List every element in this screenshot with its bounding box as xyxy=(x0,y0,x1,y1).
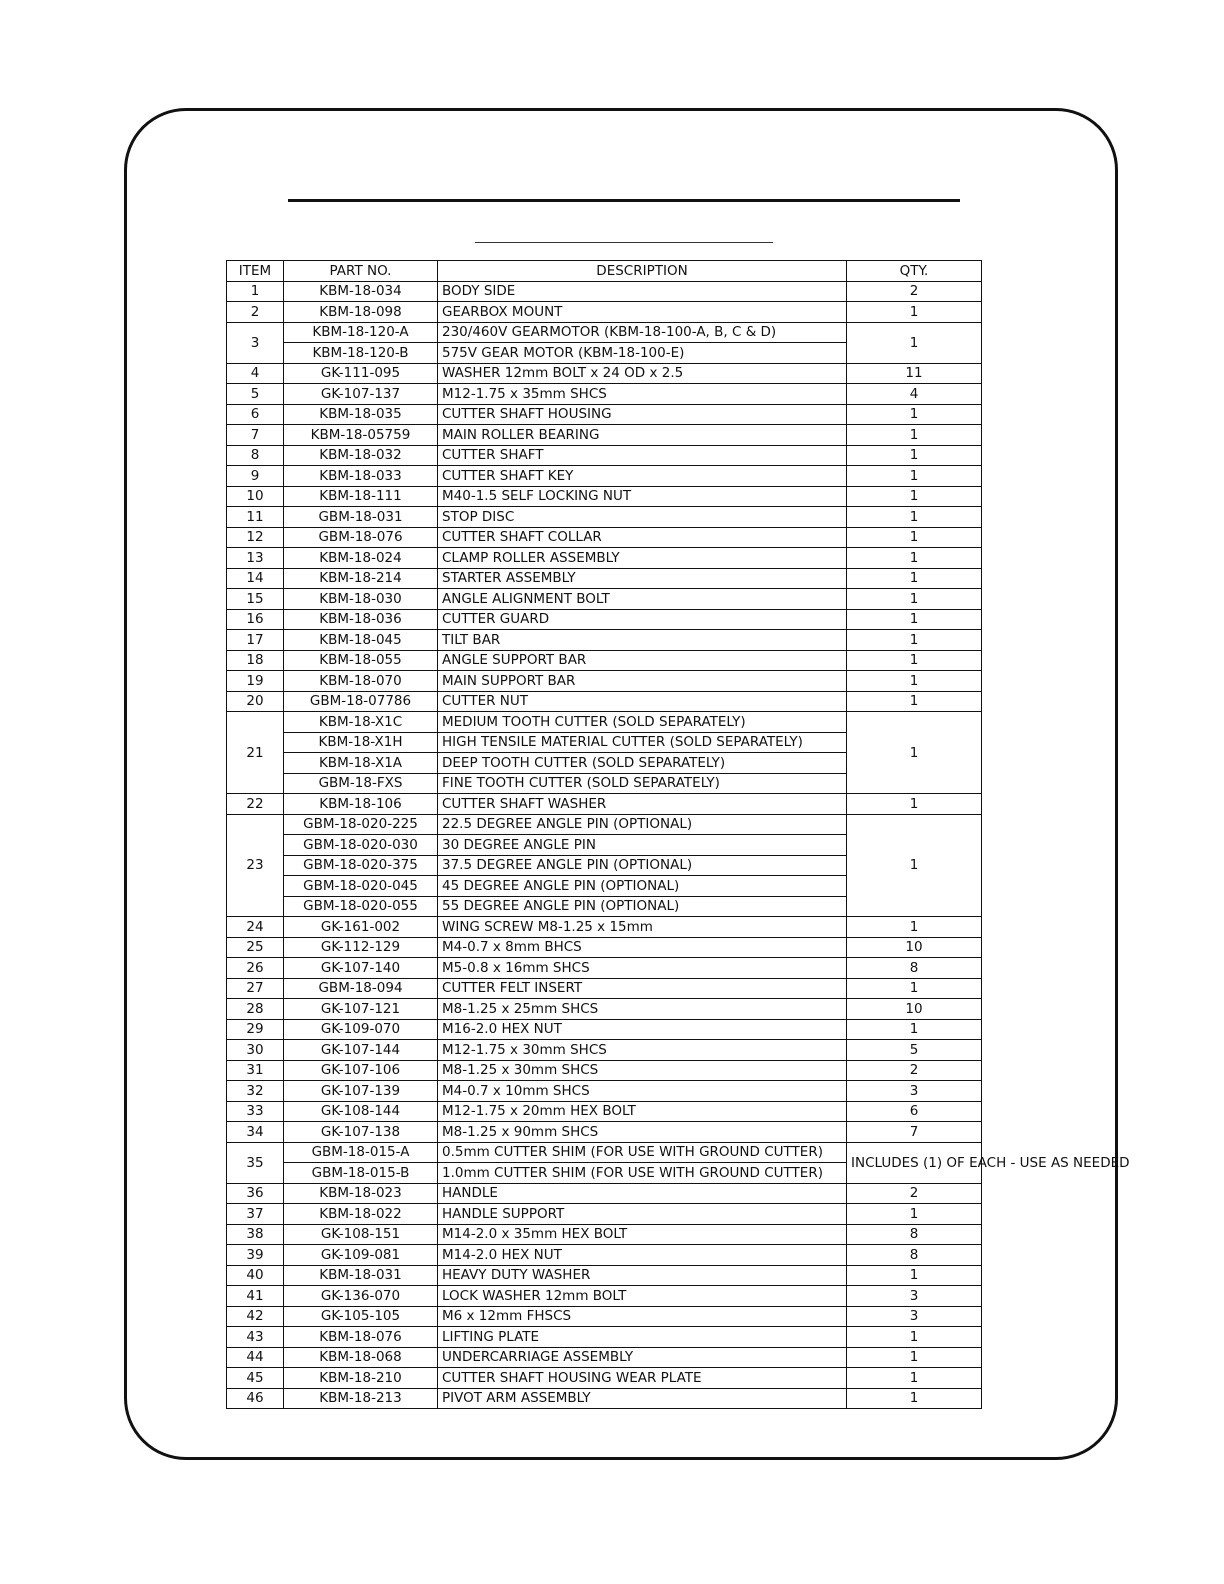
part-description: FINE TOOTH CUTTER (SOLD SEPARATELY) xyxy=(438,773,847,794)
item-number: 25 xyxy=(227,937,284,958)
table-row xyxy=(227,466,982,487)
part-description: CUTTER SHAFT WASHER xyxy=(438,794,847,815)
part-description: BODY SIDE xyxy=(438,281,847,302)
part-number: GK-107-144 xyxy=(284,1040,438,1061)
part-number: GK-109-070 xyxy=(284,1019,438,1040)
part-number: GK-111-095 xyxy=(284,363,438,384)
table-row xyxy=(227,1265,982,1286)
part-number: GK-112-129 xyxy=(284,937,438,958)
part-description: UNDERCARRIAGE ASSEMBLY xyxy=(438,1347,847,1368)
part-number: KBM-18-031 xyxy=(284,1265,438,1286)
quantity: 10 xyxy=(847,999,982,1020)
part-number: KBM-18-120-A xyxy=(284,322,438,343)
item-number: 16 xyxy=(227,609,284,630)
part-number: GK-107-138 xyxy=(284,1122,438,1143)
header-qty: QTY. xyxy=(847,261,982,282)
table-row xyxy=(227,1081,982,1102)
table-row xyxy=(227,1204,982,1225)
quantity: 1 xyxy=(847,507,982,528)
part-number: KBM-18-X1H xyxy=(284,732,438,753)
item-number: 35 xyxy=(227,1142,284,1183)
part-description: HEAVY DUTY WASHER xyxy=(438,1265,847,1286)
table-row xyxy=(227,548,982,569)
quantity: 1 xyxy=(847,671,982,692)
quantity: 1 xyxy=(847,527,982,548)
part-description: MAIN ROLLER BEARING xyxy=(438,425,847,446)
table-row xyxy=(227,1142,982,1163)
part-description: M8-1.25 x 30mm SHCS xyxy=(438,1060,847,1081)
item-number: 46 xyxy=(227,1388,284,1409)
part-number: GBM-18-020-375 xyxy=(284,855,438,876)
part-description: PIVOT ARM ASSEMBLY xyxy=(438,1388,847,1409)
quantity: 1 xyxy=(847,548,982,569)
item-number: 4 xyxy=(227,363,284,384)
item-number: 34 xyxy=(227,1122,284,1143)
table-row xyxy=(227,1019,982,1040)
part-number: KBM-18-X1A xyxy=(284,753,438,774)
part-description: CUTTER SHAFT COLLAR xyxy=(438,527,847,548)
quantity: 1 xyxy=(847,814,982,917)
quantity: 2 xyxy=(847,281,982,302)
part-description: TILT BAR xyxy=(438,630,847,651)
quantity: 1 xyxy=(847,445,982,466)
part-number: GBM-18-020-045 xyxy=(284,876,438,897)
quantity: 1 xyxy=(847,425,982,446)
quantity: 1 xyxy=(847,486,982,507)
table-row xyxy=(227,281,982,302)
part-number: GBM-18-FXS xyxy=(284,773,438,794)
item-number: 1 xyxy=(227,281,284,302)
item-number: 15 xyxy=(227,589,284,610)
item-number: 23 xyxy=(227,814,284,917)
part-number: GBM-18-020-225 xyxy=(284,814,438,835)
item-number: 39 xyxy=(227,1245,284,1266)
part-number: KBM-18-034 xyxy=(284,281,438,302)
table-row xyxy=(227,445,982,466)
part-description: 37.5 DEGREE ANGLE PIN (OPTIONAL) xyxy=(438,855,847,876)
quantity: 3 xyxy=(847,1286,982,1307)
quantity: 1 xyxy=(847,1347,982,1368)
table-row xyxy=(227,1101,982,1122)
table-row xyxy=(227,1183,982,1204)
part-number: GK-107-106 xyxy=(284,1060,438,1081)
item-number: 2 xyxy=(227,302,284,323)
part-number: KBM-18-024 xyxy=(284,548,438,569)
quantity: 3 xyxy=(847,1081,982,1102)
part-description: 45 DEGREE ANGLE PIN (OPTIONAL) xyxy=(438,876,847,897)
table-row xyxy=(227,1388,982,1409)
part-number: KBM-18-106 xyxy=(284,794,438,815)
table-row xyxy=(227,425,982,446)
table-row xyxy=(227,671,982,692)
quantity: 8 xyxy=(847,958,982,979)
item-number: 6 xyxy=(227,404,284,425)
part-number: KBM-18-098 xyxy=(284,302,438,323)
part-number: GK-136-070 xyxy=(284,1286,438,1307)
quantity: 1 xyxy=(847,404,982,425)
quantity: 1 xyxy=(847,568,982,589)
part-number: GBM-18-076 xyxy=(284,527,438,548)
item-number: 32 xyxy=(227,1081,284,1102)
item-number: 22 xyxy=(227,794,284,815)
part-number: KBM-18-032 xyxy=(284,445,438,466)
table-header-row xyxy=(227,261,982,282)
part-description: WING SCREW M8-1.25 x 15mm xyxy=(438,917,847,938)
part-description: LIFTING PLATE xyxy=(438,1327,847,1348)
part-number: KBM-18-033 xyxy=(284,466,438,487)
part-description: CUTTER GUARD xyxy=(438,609,847,630)
quantity: 11 xyxy=(847,363,982,384)
part-description: LOCK WASHER 12mm BOLT xyxy=(438,1286,847,1307)
quantity: 1 xyxy=(847,466,982,487)
part-number: KBM-18-045 xyxy=(284,630,438,651)
item-number: 13 xyxy=(227,548,284,569)
item-number: 30 xyxy=(227,1040,284,1061)
part-number: GBM-18-094 xyxy=(284,978,438,999)
part-number: KBM-18-068 xyxy=(284,1347,438,1368)
part-number: GBM-18-020-030 xyxy=(284,835,438,856)
header-part-no: PART NO. xyxy=(284,261,438,282)
part-number: GK-109-081 xyxy=(284,1245,438,1266)
item-number: 27 xyxy=(227,978,284,999)
item-number: 33 xyxy=(227,1101,284,1122)
quantity: 3 xyxy=(847,1306,982,1327)
part-description: M5-0.8 x 16mm SHCS xyxy=(438,958,847,979)
part-description: CUTTER SHAFT HOUSING WEAR PLATE xyxy=(438,1368,847,1389)
part-number: GK-105-105 xyxy=(284,1306,438,1327)
table-row xyxy=(227,1368,982,1389)
quantity: 1 xyxy=(847,302,982,323)
quantity: 8 xyxy=(847,1245,982,1266)
quantity: 1 xyxy=(847,794,982,815)
part-description: 0.5mm CUTTER SHIM (FOR USE WITH GROUND CUTTER) xyxy=(438,1142,847,1163)
item-number: 3 xyxy=(227,322,284,363)
part-number: GK-107-137 xyxy=(284,384,438,405)
quantity: 1 xyxy=(847,589,982,610)
part-number: GK-108-151 xyxy=(284,1224,438,1245)
part-description: 30 DEGREE ANGLE PIN xyxy=(438,835,847,856)
part-description: CUTTER NUT xyxy=(438,691,847,712)
subtitle-rule xyxy=(475,242,773,243)
part-number: KBM-18-120-B xyxy=(284,343,438,364)
part-description: STARTER ASSEMBLY xyxy=(438,568,847,589)
table-row xyxy=(227,589,982,610)
table-row xyxy=(227,527,982,548)
table-row xyxy=(227,814,982,835)
table-row xyxy=(227,1122,982,1143)
table-row xyxy=(227,404,982,425)
part-description: M12-1.75 x 35mm SHCS xyxy=(438,384,847,405)
part-description: MAIN SUPPORT BAR xyxy=(438,671,847,692)
table-row xyxy=(227,1060,982,1081)
quantity: 1 xyxy=(847,1327,982,1348)
item-number: 29 xyxy=(227,1019,284,1040)
item-number: 21 xyxy=(227,712,284,794)
table-row xyxy=(227,609,982,630)
quantity: 8 xyxy=(847,1224,982,1245)
item-number: 18 xyxy=(227,650,284,671)
quantity: 1 xyxy=(847,650,982,671)
table-row xyxy=(227,384,982,405)
part-number: KBM-18-035 xyxy=(284,404,438,425)
item-number: 19 xyxy=(227,671,284,692)
parts-list-table xyxy=(226,260,1130,1409)
part-description: HIGH TENSILE MATERIAL CUTTER (SOLD SEPARATELY) xyxy=(438,732,847,753)
part-description: M8-1.25 x 90mm SHCS xyxy=(438,1122,847,1143)
quantity: 5 xyxy=(847,1040,982,1061)
part-description: WASHER 12mm BOLT x 24 OD x 2.5 xyxy=(438,363,847,384)
item-number: 45 xyxy=(227,1368,284,1389)
part-description: CLAMP ROLLER ASSEMBLY xyxy=(438,548,847,569)
part-description: HANDLE SUPPORT xyxy=(438,1204,847,1225)
quantity: 1 xyxy=(847,691,982,712)
item-number: 24 xyxy=(227,917,284,938)
part-description: ANGLE ALIGNMENT BOLT xyxy=(438,589,847,610)
part-description: M4-0.7 x 8mm BHCS xyxy=(438,937,847,958)
part-number: KBM-18-023 xyxy=(284,1183,438,1204)
item-number: 20 xyxy=(227,691,284,712)
table-row xyxy=(227,1224,982,1245)
part-description: GEARBOX MOUNT xyxy=(438,302,847,323)
part-number: KBM-18-111 xyxy=(284,486,438,507)
table-row xyxy=(227,937,982,958)
table-row xyxy=(227,958,982,979)
quantity: 1 xyxy=(847,1019,982,1040)
item-number: 17 xyxy=(227,630,284,651)
part-number: KBM-18-055 xyxy=(284,650,438,671)
part-number: GK-107-140 xyxy=(284,958,438,979)
table-row xyxy=(227,917,982,938)
quantity: 10 xyxy=(847,937,982,958)
part-description: ANGLE SUPPORT BAR xyxy=(438,650,847,671)
part-number: GK-107-139 xyxy=(284,1081,438,1102)
quantity: 1 xyxy=(847,1204,982,1225)
part-description: 55 DEGREE ANGLE PIN (OPTIONAL) xyxy=(438,896,847,917)
table-row xyxy=(227,1306,982,1327)
part-number: GBM-18-015-A xyxy=(284,1142,438,1163)
part-description: M14-2.0 x 35mm HEX BOLT xyxy=(438,1224,847,1245)
part-description: STOP DISC xyxy=(438,507,847,528)
part-description: M12-1.75 x 20mm HEX BOLT xyxy=(438,1101,847,1122)
item-number: 37 xyxy=(227,1204,284,1225)
table-row xyxy=(227,1245,982,1266)
quantity: 1 xyxy=(847,630,982,651)
quantity: 1 xyxy=(847,1368,982,1389)
part-number: GK-161-002 xyxy=(284,917,438,938)
part-description: 230/460V GEARMOTOR (KBM-18-100-A, B, C & D) xyxy=(438,322,847,343)
part-description: CUTTER FELT INSERT xyxy=(438,978,847,999)
table-row xyxy=(227,650,982,671)
table-row xyxy=(227,630,982,651)
part-description: CUTTER SHAFT HOUSING xyxy=(438,404,847,425)
item-number: 5 xyxy=(227,384,284,405)
part-number: GK-108-144 xyxy=(284,1101,438,1122)
table-row xyxy=(227,363,982,384)
item-number: 36 xyxy=(227,1183,284,1204)
part-number: KBM-18-X1C xyxy=(284,712,438,733)
quantity: 6 xyxy=(847,1101,982,1122)
part-number: KBM-18-030 xyxy=(284,589,438,610)
table-row xyxy=(227,507,982,528)
item-number: 31 xyxy=(227,1060,284,1081)
item-number: 8 xyxy=(227,445,284,466)
item-number: 40 xyxy=(227,1265,284,1286)
table-row xyxy=(227,691,982,712)
part-description: 22.5 DEGREE ANGLE PIN (OPTIONAL) xyxy=(438,814,847,835)
part-description: M4-0.7 x 10mm SHCS xyxy=(438,1081,847,1102)
item-number: 11 xyxy=(227,507,284,528)
header-item: ITEM xyxy=(227,261,284,282)
part-description: M16-2.0 HEX NUT xyxy=(438,1019,847,1040)
part-number: GBM-18-07786 xyxy=(284,691,438,712)
table-row xyxy=(227,1040,982,1061)
quantity: 1 xyxy=(847,1388,982,1409)
part-number: KBM-18-210 xyxy=(284,1368,438,1389)
item-number: 28 xyxy=(227,999,284,1020)
item-number: 42 xyxy=(227,1306,284,1327)
part-number: GBM-18-031 xyxy=(284,507,438,528)
item-number: 41 xyxy=(227,1286,284,1307)
item-number: 38 xyxy=(227,1224,284,1245)
part-number: KBM-18-213 xyxy=(284,1388,438,1409)
part-description: M12-1.75 x 30mm SHCS xyxy=(438,1040,847,1061)
item-number: 9 xyxy=(227,466,284,487)
item-number: 44 xyxy=(227,1347,284,1368)
table-row xyxy=(227,486,982,507)
part-description: 575V GEAR MOTOR (KBM-18-100-E) xyxy=(438,343,847,364)
table-row xyxy=(227,1286,982,1307)
item-number: 10 xyxy=(227,486,284,507)
quantity: 4 xyxy=(847,384,982,405)
part-number: KBM-18-05759 xyxy=(284,425,438,446)
part-description: M14-2.0 HEX NUT xyxy=(438,1245,847,1266)
part-number: KBM-18-214 xyxy=(284,568,438,589)
table-row xyxy=(227,1327,982,1348)
part-description: M40-1.5 SELF LOCKING NUT xyxy=(438,486,847,507)
part-description: M6 x 12mm FHSCS xyxy=(438,1306,847,1327)
part-description: CUTTER SHAFT xyxy=(438,445,847,466)
table-row xyxy=(227,302,982,323)
item-number: 7 xyxy=(227,425,284,446)
parts-table-body xyxy=(227,281,1130,1409)
table-row xyxy=(227,978,982,999)
table-row xyxy=(227,794,982,815)
title-rule xyxy=(288,199,960,202)
part-description: 1.0mm CUTTER SHIM (FOR USE WITH GROUND CUTTER) xyxy=(438,1163,847,1184)
part-description: HANDLE xyxy=(438,1183,847,1204)
part-number: KBM-18-070 xyxy=(284,671,438,692)
part-description: CUTTER SHAFT KEY xyxy=(438,466,847,487)
part-number: GBM-18-020-055 xyxy=(284,896,438,917)
quantity: 1 xyxy=(847,712,982,794)
table-row xyxy=(227,568,982,589)
quantity: 1 xyxy=(847,609,982,630)
header-description: DESCRIPTION xyxy=(438,261,847,282)
table-row xyxy=(227,1347,982,1368)
part-description: MEDIUM TOOTH CUTTER (SOLD SEPARATELY) xyxy=(438,712,847,733)
quantity: 7 xyxy=(847,1122,982,1143)
quantity: INCLUDES (1) OF EACH - USE AS NEEDED xyxy=(847,1142,982,1183)
quantity: 1 xyxy=(847,1265,982,1286)
item-number: 12 xyxy=(227,527,284,548)
table-row xyxy=(227,712,982,733)
quantity: 1 xyxy=(847,322,982,363)
table-row xyxy=(227,999,982,1020)
part-number: KBM-18-076 xyxy=(284,1327,438,1348)
quantity: 2 xyxy=(847,1060,982,1081)
quantity: 1 xyxy=(847,978,982,999)
part-description: M8-1.25 x 25mm SHCS xyxy=(438,999,847,1020)
item-number: 43 xyxy=(227,1327,284,1348)
part-number: GBM-18-015-B xyxy=(284,1163,438,1184)
quantity: 2 xyxy=(847,1183,982,1204)
part-description: DEEP TOOTH CUTTER (SOLD SEPARATELY) xyxy=(438,753,847,774)
item-number: 26 xyxy=(227,958,284,979)
quantity: 1 xyxy=(847,917,982,938)
table-row xyxy=(227,322,982,343)
part-number: GK-107-121 xyxy=(284,999,438,1020)
item-number: 14 xyxy=(227,568,284,589)
part-number: KBM-18-036 xyxy=(284,609,438,630)
part-number: KBM-18-022 xyxy=(284,1204,438,1225)
